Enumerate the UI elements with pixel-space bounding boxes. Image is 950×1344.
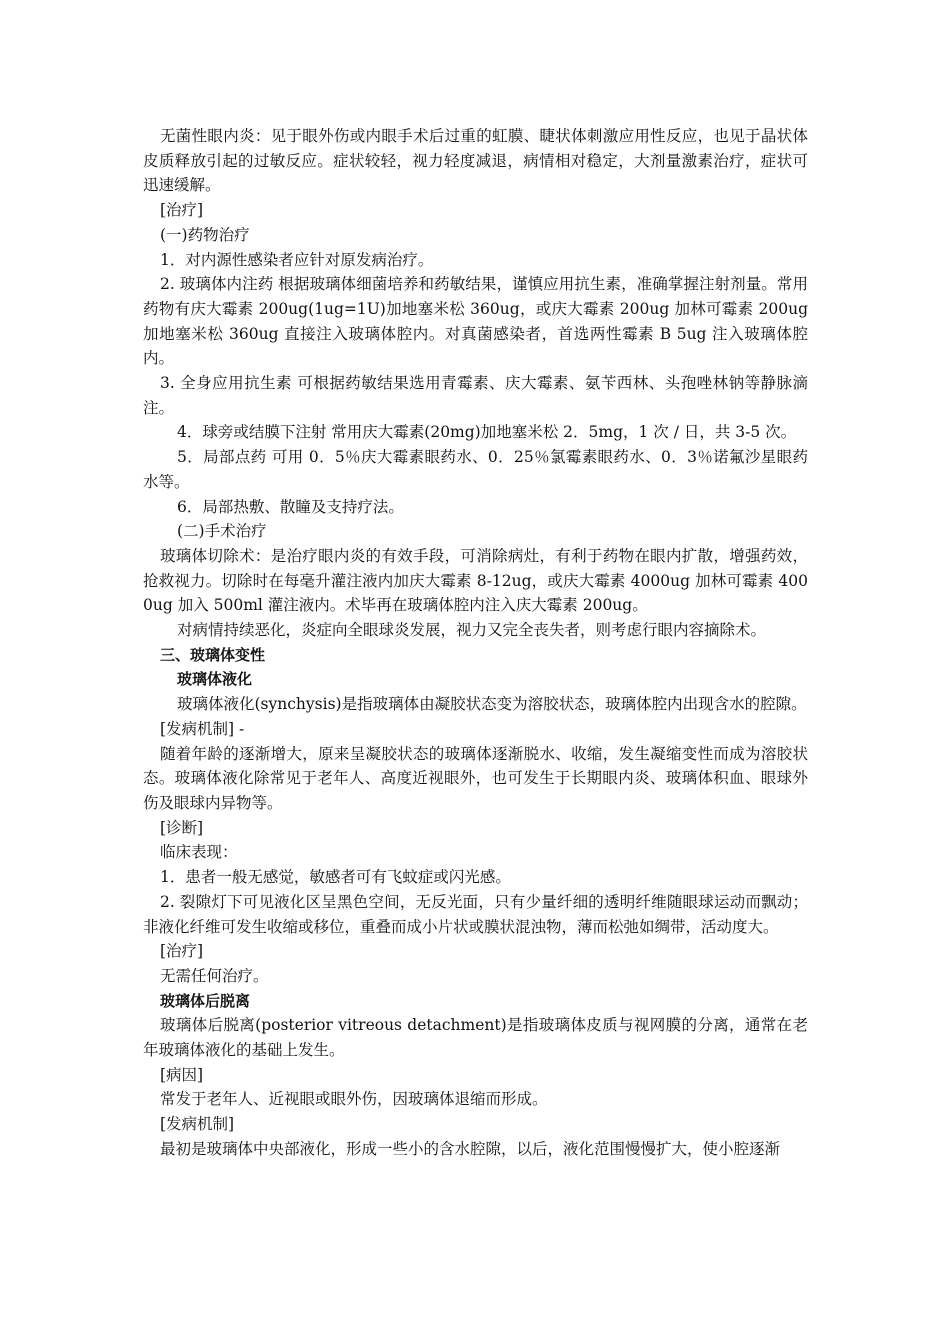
paragraph-aseptic-endophthalmitis: 无菌性眼内炎：见于眼外伤或内眼手术后过重的虹膜、睫状体刺激应用性反应，也见于晶状体皮质释放引起的过敏反应。症状较轻，视力轻度减退，病情相对稳定，大剂量激素治疗，症状可迅速缓解。 xyxy=(143,127,808,195)
diagnosis-item-2: 2. 裂隙灯下可见液化区呈黑色空间，无反光面，只有少量纤细的透明纤维随眼球运动而飘动；非液化纤维可发生收缩或移位，重叠而成小片状或膜状混浊物，薄而松弛如绸带，活动度大。 xyxy=(143,892,808,936)
list-item-2: 2. 玻璃体内注药 根据玻璃体细菌培养和药敏结果，谨慎应用抗生素，准确掌握注射剂量。常用药物有庆大霉素 200ug(1ug=1U)加地塞米松 360ug，或庆大霉素 200ug 加林可霉素 200ug 加地塞米松 360ug 直接注入玻璃体腔内。对真菌感染者，首选两性霉素 B 5ug 注入玻璃体腔内。 xyxy=(143,275,808,368)
label-clinical-manifestations: 临床表现： xyxy=(160,843,238,862)
paragraph-pvd-definition: 玻璃体后脱离(posterior vitreous detachment)是指玻璃体皮质与视网膜的分离，通常在老年玻璃体液化的基础上发生。 xyxy=(143,1016,808,1060)
paragraph-synchysis-definition: 玻璃体液化(synchysis)是指玻璃体由凝胶状态变为溶胶状态，玻璃体腔内出现含水的腔隙。 xyxy=(177,695,807,714)
section-label-etiology: [病因] xyxy=(160,1065,204,1084)
diagnosis-item-1: 1．患者一般无感觉，敏感者可有飞蚊症或闪光感。 xyxy=(160,868,511,887)
section-label-treatment: [治疗] xyxy=(160,201,204,220)
paragraph-pathogenesis-2: 最初是玻璃体中央部液化，形成一些小的含水腔隙，以后，液化范围慢慢扩大，使小腔逐渐 xyxy=(160,1139,781,1158)
list-item-4: 4．球旁或结膜下注射 常用庆大霉素(20mg)加地塞米松 2．5mg，1 次 / 日，共 3-5 次。 xyxy=(177,423,797,442)
subheading-synchysis: 玻璃体液化 xyxy=(177,670,253,689)
paragraph-no-treatment: 无需任何治疗。 xyxy=(160,966,269,985)
section-label-pathogenesis: [发病机制] - xyxy=(160,719,245,738)
subheading-pvd: 玻璃体后脱离 xyxy=(160,991,251,1010)
list-item-3: 3. 全身应用抗生素 可根据药敏结果选用青霉素、庆大霉素、氨苄西林、头孢唑林钠等静脉滴注。 xyxy=(143,374,808,417)
subheading-drug-therapy: (一)药物治疗 xyxy=(160,225,250,244)
section-label-diagnosis: [诊断] xyxy=(160,818,204,837)
document-page xyxy=(143,124,808,1162)
paragraph-pathogenesis: 随着年龄的逐渐增大，原来呈凝胶状态的玻璃体逐渐脱水、收缩，发生凝缩变性而成为溶胶状态。玻璃体液化除常见于老年人、高度近视眼外，也可发生于长期眼内炎、玻璃体积血、眼球外伤及眼球内异物等。 xyxy=(143,744,808,812)
section-label-pathogenesis-2: [发病机制] xyxy=(160,1115,235,1134)
section-heading-vitreous-degeneration: 三、玻璃体变性 xyxy=(160,645,266,664)
subheading-surgery: (二)手术治疗 xyxy=(177,522,267,541)
section-label-treatment-2: [治疗] xyxy=(160,942,204,961)
list-item-1: 1．对内源性感染者应针对原发病治疗。 xyxy=(160,250,434,269)
list-item-5: 5．局部点药 可用 0．5％庆大霉素眼药水、0．25％氯霉素眼药水、0．3％诺氟沙星眼药水等。 xyxy=(143,448,808,491)
paragraph-enucleation: 对病情持续恶化，炎症向全眼球炎发展，视力又完全丧失者，则考虑行眼内容摘除术。 xyxy=(177,621,767,640)
list-item-6: 6．局部热敷、散瞳及支持疗法。 xyxy=(177,497,404,516)
paragraph-etiology: 常发于老年人、近视眼或眼外伤，因玻璃体退缩而形成。 xyxy=(160,1090,548,1109)
paragraph-vitrectomy: 玻璃体切除术：是治疗眼内炎的有效手段，可消除病灶，有利于药物在眼内扩散，增强药效，抢救视力。切除时在每毫升灌注液内加庆大霉素 8-12ug，或庆大霉素 4000ug 加林可霉素 4000ug 加入 500ml 灌注液内。术毕再在玻璃体腔内注入庆大霉素 200ug。 xyxy=(143,546,808,615)
